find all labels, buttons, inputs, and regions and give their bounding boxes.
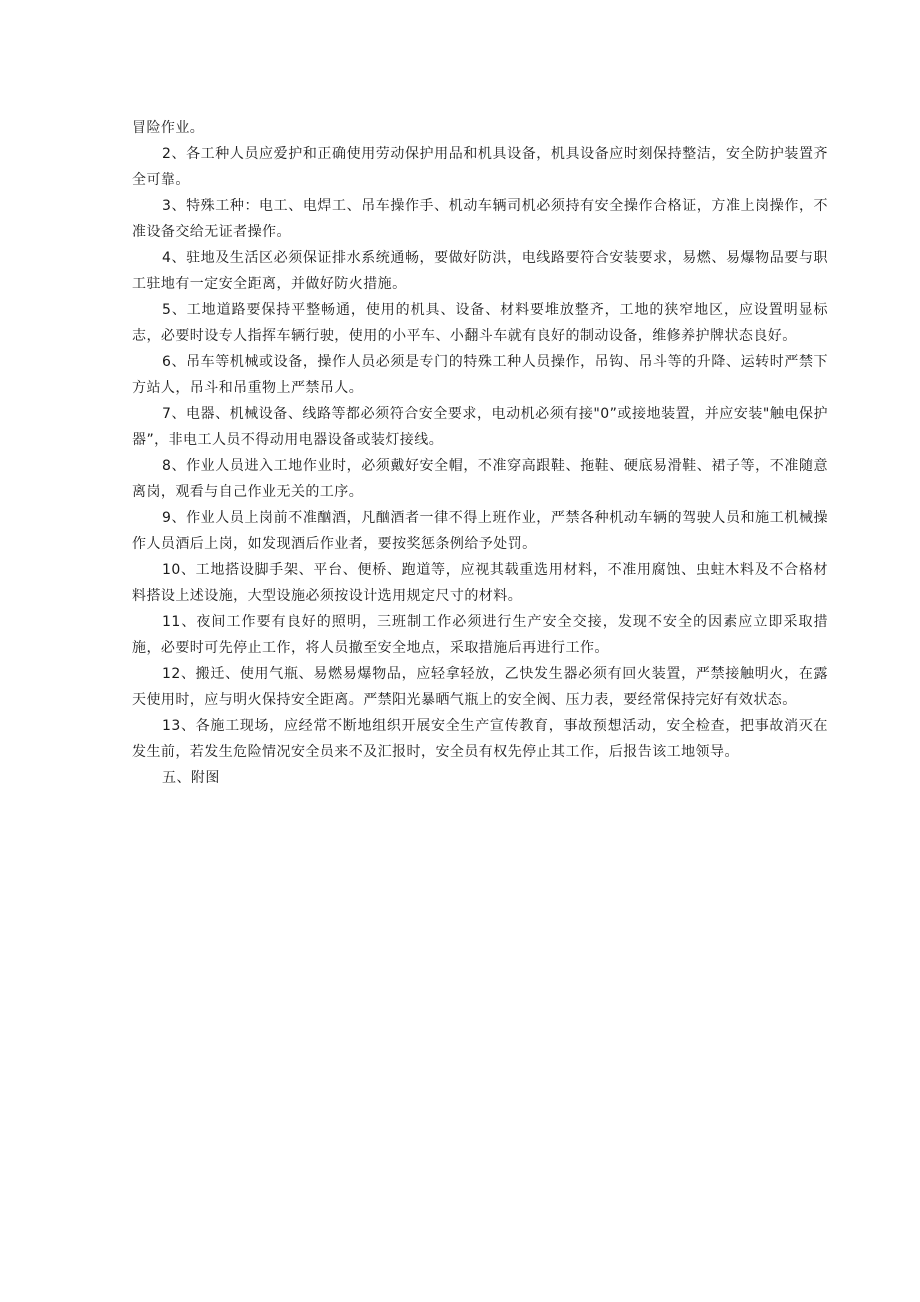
paragraph-item-4: 4、驻地及生活区必须保证排水系统通畅，要做好防洪，电线路要符合安装要求，易燃、易爆物品要与职工驻地有一定安全距离，并做好防火措施。	[132, 250, 828, 292]
paragraph-item-13: 13、各施工现场，应经常不断地组织开展安全生产宣传教育，事故预想活动，安全检查，把事故消灭在发生前，若发生危险情况安全员来不及汇报时，安全员有权先停止其工作，后报告该工地领导。	[132, 718, 828, 760]
paragraph-item-2: 2、各工种人员应爱护和正确使用劳动保护用品和机具设备，机具设备应时刻保持整洁，安全防护装置齐全可靠。	[132, 146, 828, 188]
paragraph-item-9: 9、作业人员上岗前不准酗酒，凡酗酒者一律不得上班作业，严禁各种机动车辆的驾驶人员和施工机械操作人员酒后上岗，如发现酒后作业者，要按奖惩条例给予处罚。	[132, 510, 828, 552]
paragraph-item-10: 10、工地搭设脚手架、平台、便桥、跑道等，应视其载重选用材料，不准用腐蚀、虫蛀木料及不合格材料搭设上述设施，大型设施必须按设计选用规定尺寸的材料。	[132, 562, 828, 604]
paragraph-continuation: 冒险作业。	[132, 120, 205, 136]
paragraph-item-3: 3、特殊工种：电工、电焊工、吊车操作手、机动车辆司机必须持有安全操作合格证，方准上岗操作，不准设备交给无证者操作。	[132, 198, 828, 240]
document-body	[132, 115, 828, 791]
paragraph-item-8: 8、作业人员进入工地作业时，必须戴好安全帽，不准穿高跟鞋、拖鞋、硬底易滑鞋、裙子等，不准随意离岗，观看与自己作业无关的工序。	[132, 458, 828, 500]
paragraph-item-6: 6、吊车等机械或设备，操作人员必须是专门的特殊工种人员操作，吊钩、吊斗等的升降、运转时严禁下方站人，吊斗和吊重物上严禁吊人。	[132, 354, 828, 396]
section-heading-appendix: 五、附图	[162, 770, 220, 786]
paragraph-item-11: 11、夜间工作要有良好的照明，三班制工作必须进行生产安全交接，发现不安全的因素应立即采取措施，必要时可先停止工作，将人员撤至安全地点，采取措施后再进行工作。	[132, 614, 828, 656]
paragraph-item-5: 5、工地道路要保持平整畅通，使用的机具、设备、材料要堆放整齐，工地的狭窄地区，应设置明显标志，必要时设专人指挥车辆行驶，使用的小平车、小翻斗车就有良好的制动设备，维修养护牌状态良好。	[132, 302, 828, 344]
paragraph-item-7: 7、电器、机械设备、线路等都必须符合安全要求，电动机必须有接"0”或接地装置，并应安装"触电保护器”，非电工人员不得动用电器设备或装灯接线。	[132, 406, 828, 448]
paragraph-item-12: 12、搬迁、使用气瓶、易燃易爆物品，应轻拿轻放，乙快发生器必须有回火装置，严禁接触明火，在露天使用时，应与明火保持安全距离。严禁阳光暴晒气瓶上的安全阀、压力表，要经常保持完好有效状态。	[132, 666, 828, 708]
